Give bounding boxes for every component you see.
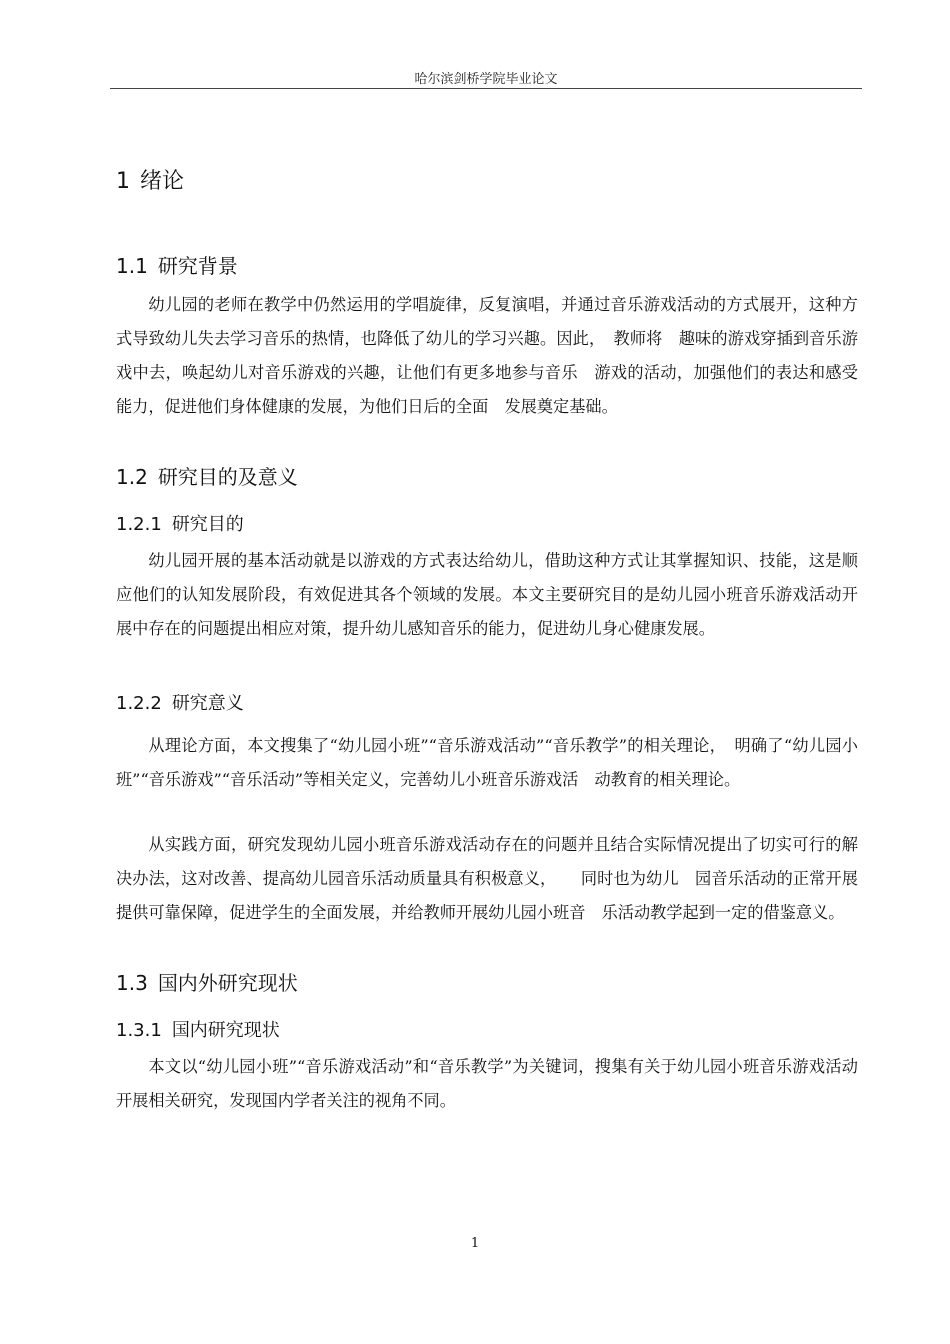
paragraph-significance-theory: 从理论方面，本文搜集了“幼儿园小班”“音乐游戏活动”“音乐教学”的相关理论， 明确了“幼儿园小班”“音乐游戏”“音乐活动”等相关定义，完善幼儿小班音乐游戏活 动教育的相关理论。 (116, 736, 858, 789)
section-title: 国内外研究现状 (157, 971, 298, 995)
header-divider (110, 88, 862, 89)
paragraph-domestic-research: 本文以“幼儿园小班”“音乐游戏活动”和“音乐教学”为关键词，搜集有关于幼儿园小班音乐游戏活动开展相关研究，发现国内学者关注的视角不同。 (116, 1057, 858, 1110)
subsection-heading-1-2-2 (116, 689, 244, 715)
subsection-heading-1-3-1 (116, 1016, 280, 1042)
page-number: 1 (470, 1236, 480, 1251)
chapter-number: 1 (116, 169, 130, 194)
subsection-number: 1.2.2 (116, 693, 162, 714)
subsection-number: 1.2.1 (116, 514, 162, 535)
chapter-heading (116, 164, 184, 195)
section-heading-1-3 (116, 967, 298, 996)
section-number: 1.1 (116, 254, 148, 278)
section-number: 1.2 (116, 465, 148, 489)
subsection-number: 1.3.1 (116, 1020, 162, 1041)
section-title: 研究目的及意义 (157, 465, 298, 489)
chapter-title: 绪论 (140, 169, 185, 194)
section-heading-1-2 (116, 461, 298, 490)
paragraph-significance-practice: 从实践方面，研究发现幼儿园小班音乐游戏活动存在的问题并且结合实际情况提出了切实可行的解决办法，这对改善、提高幼儿园音乐活动质量具有积极意义， 同时也为幼儿 园音乐活动的正常开展提供可靠保障，促进学生的全面发展，并给教师开展幼儿园小班音 乐活动教学起到一定的借鉴意义。 (116, 835, 858, 922)
paragraph-background: 幼儿园的老师在教学中仍然运用的学唱旋律，反复演唱，并通过音乐游戏活动的方式展开，这种方式导致幼儿失去学习音乐的热情，也降低了幼儿的学习兴趣。因此， 教师将 趣味的游戏穿插到音乐游戏中去，唤起幼儿对音乐游戏的兴趣，让他们有更多地参与音乐 游戏的活动，加强他们的表达和感受能力，促进他们身体健康的发展，为他们日后的全面 发展奠定基础。 (116, 295, 858, 416)
section-number: 1.3 (116, 971, 148, 995)
subsection-title: 国内研究现状 (171, 1020, 280, 1041)
subsection-title: 研究目的 (171, 514, 244, 535)
subsection-title: 研究意义 (171, 693, 244, 714)
subsection-heading-1-2-1 (116, 510, 244, 536)
section-heading-1-1 (116, 250, 238, 279)
section-title: 研究背景 (157, 254, 238, 278)
paragraph-purpose: 幼儿园开展的基本活动就是以游戏的方式表达给幼儿，借助这种方式让其掌握知识、技能，这是顺应他们的认知发展阶段，有效促进其各个领域的发展。本文主要研究目的是幼儿园小班音乐游戏活动开展中存在的问题提出相应对策，提升幼儿感知音乐的能力，促进幼儿身心健康发展。 (116, 551, 858, 638)
running-header: 哈尔滨剑桥学院毕业论文 (414, 72, 558, 87)
